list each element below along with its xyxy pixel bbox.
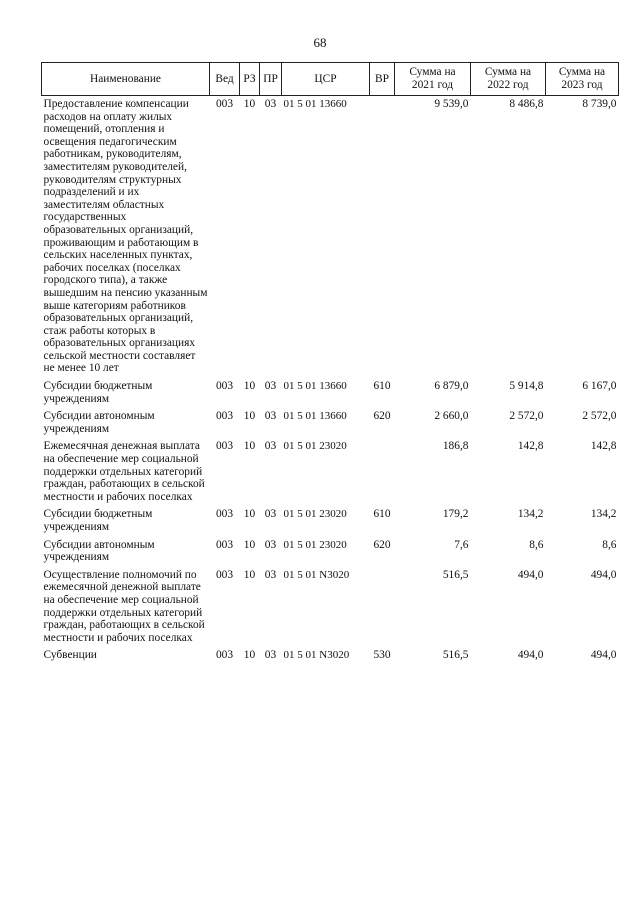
row-vr: 620 xyxy=(373,538,391,551)
row-sum-2022: 494,0 xyxy=(517,649,544,662)
row-vr: 610 xyxy=(373,508,391,521)
page-number: 68 xyxy=(313,35,327,50)
header-csr: ЦСР xyxy=(282,63,370,96)
row-sum-2022: 8,6 xyxy=(529,538,544,551)
row-vr: 530 xyxy=(373,649,391,662)
row-ved: 003 xyxy=(215,568,234,581)
row-ved: 003 xyxy=(215,649,234,662)
row-sum-2021: 179,2 xyxy=(442,508,469,521)
row-csr: 01 5 01 N3020 xyxy=(283,649,350,662)
budget-table xyxy=(41,62,619,665)
table-row xyxy=(42,537,619,567)
row-rz: 10 xyxy=(243,538,256,551)
row-vr xyxy=(370,567,395,648)
row-vr: 620 xyxy=(373,410,391,423)
header-name: Наименование xyxy=(42,63,210,96)
table-row xyxy=(42,438,619,506)
table-row xyxy=(42,647,619,665)
row-rz: 10 xyxy=(243,410,256,423)
row-name: Осуществление полномочий по ежемесячной денежной выплате на обеспечение мер социальной поддержки отдельных категорий граждан, работающих в сельской местности и рабочих поселках xyxy=(43,568,205,644)
row-pr: 03 xyxy=(264,568,277,581)
row-sum-2022: 5 914,8 xyxy=(509,380,544,393)
row-rz: 10 xyxy=(243,649,256,662)
row-rz: 10 xyxy=(243,508,256,521)
row-pr: 03 xyxy=(264,410,277,423)
row-pr: 03 xyxy=(264,380,277,393)
row-ved: 003 xyxy=(215,440,234,453)
header-vr: ВР xyxy=(370,63,395,96)
row-sum-2023: 8 739,0 xyxy=(582,98,617,110)
table-row xyxy=(42,378,619,408)
table-header-row xyxy=(42,63,619,96)
row-sum-2022: 8 486,8 xyxy=(509,98,544,110)
row-ved: 003 xyxy=(215,98,234,110)
header-sum-2022: Сумма на 2022 год xyxy=(471,63,546,96)
row-csr: 01 5 01 N3020 xyxy=(283,568,350,581)
row-sum-2023: 142,8 xyxy=(590,440,617,453)
row-sum-2023: 134,2 xyxy=(590,508,617,521)
row-vr: 610 xyxy=(373,380,391,393)
row-rz: 10 xyxy=(243,380,256,393)
row-ved: 003 xyxy=(215,410,234,423)
header-sum-2023: Сумма на 2023 год xyxy=(546,63,619,96)
row-ved: 003 xyxy=(215,380,234,393)
row-sum-2021: 516,5 xyxy=(442,568,469,581)
row-name: Субсидии автономным учреждениям xyxy=(43,538,155,564)
row-vr xyxy=(370,438,395,506)
row-ved: 003 xyxy=(215,538,234,551)
row-sum-2021: 2 660,0 xyxy=(434,410,469,423)
row-name: Субсидии бюджетным учреждениям xyxy=(43,508,153,533)
table-row xyxy=(42,96,619,379)
table-row xyxy=(42,408,619,438)
header-pr: ПР xyxy=(260,63,282,96)
row-name: Субсидии автономным учреждениям xyxy=(43,410,155,435)
row-sum-2022: 2 572,0 xyxy=(509,410,544,423)
row-sum-2023: 2 572,0 xyxy=(582,410,617,423)
header-sum-2021: Сумма на 2021 год xyxy=(395,63,471,96)
row-sum-2021: 6 879,0 xyxy=(434,380,469,393)
row-sum-2023: 6 167,0 xyxy=(582,380,617,393)
row-sum-2021: 9 539,0 xyxy=(434,98,469,110)
row-rz: 10 xyxy=(243,98,256,110)
table-row xyxy=(42,567,619,648)
row-pr: 03 xyxy=(264,508,277,521)
row-sum-2023: 8,6 xyxy=(602,538,617,551)
row-sum-2022: 494,0 xyxy=(517,568,544,581)
row-csr: 01 5 01 13660 xyxy=(283,410,347,423)
row-csr: 01 5 01 23020 xyxy=(283,508,347,521)
row-ved: 003 xyxy=(215,508,234,521)
header-rz: РЗ xyxy=(240,63,260,96)
row-vr xyxy=(370,96,395,379)
row-sum-2022: 142,8 xyxy=(517,440,544,453)
row-sum-2023: 494,0 xyxy=(590,649,617,662)
row-name: Ежемесячная денежная выплата на обеспечение мер социальной поддержки отдельных категорий граждан, работающих в сельской местности и рабочих поселках xyxy=(43,440,205,503)
row-name: Субвенции xyxy=(43,649,97,662)
row-pr: 03 xyxy=(264,440,277,453)
row-sum-2021: 7,6 xyxy=(454,538,469,551)
row-csr: 01 5 01 13660 xyxy=(283,98,347,110)
row-sum-2022: 134,2 xyxy=(517,508,544,521)
row-name: Субсидии бюджетным учреждениям xyxy=(43,380,153,405)
row-name: Предоставление компенсации расходов на оплату жилых помещений, отопления и освещения педагогическим работникам, руководителям, заместителям руководителей, руководителям структурных подразделений и их заместителям областных государственных образовательных организаций, проживающим и работающим в сельских населенных пунктах, рабочих поселках (поселках городского типа), а также вышедшим на пенсию указанным выше категориям работников образовательных организаций, стаж работы которых в образовательных организациях сельской местности составляет не менее 10 лет xyxy=(43,98,208,375)
header-ved: Вед xyxy=(210,63,240,96)
row-sum-2023: 494,0 xyxy=(590,568,617,581)
row-pr: 03 xyxy=(264,538,277,551)
row-pr: 03 xyxy=(264,649,277,662)
row-rz: 10 xyxy=(243,568,256,581)
row-csr: 01 5 01 23020 xyxy=(283,440,347,453)
row-csr: 01 5 01 23020 xyxy=(283,538,347,551)
table-row xyxy=(42,506,619,536)
row-rz: 10 xyxy=(243,440,256,453)
row-sum-2021: 186,8 xyxy=(442,440,469,453)
row-pr: 03 xyxy=(264,98,277,110)
row-csr: 01 5 01 13660 xyxy=(283,380,347,393)
row-sum-2021: 516,5 xyxy=(442,649,469,662)
